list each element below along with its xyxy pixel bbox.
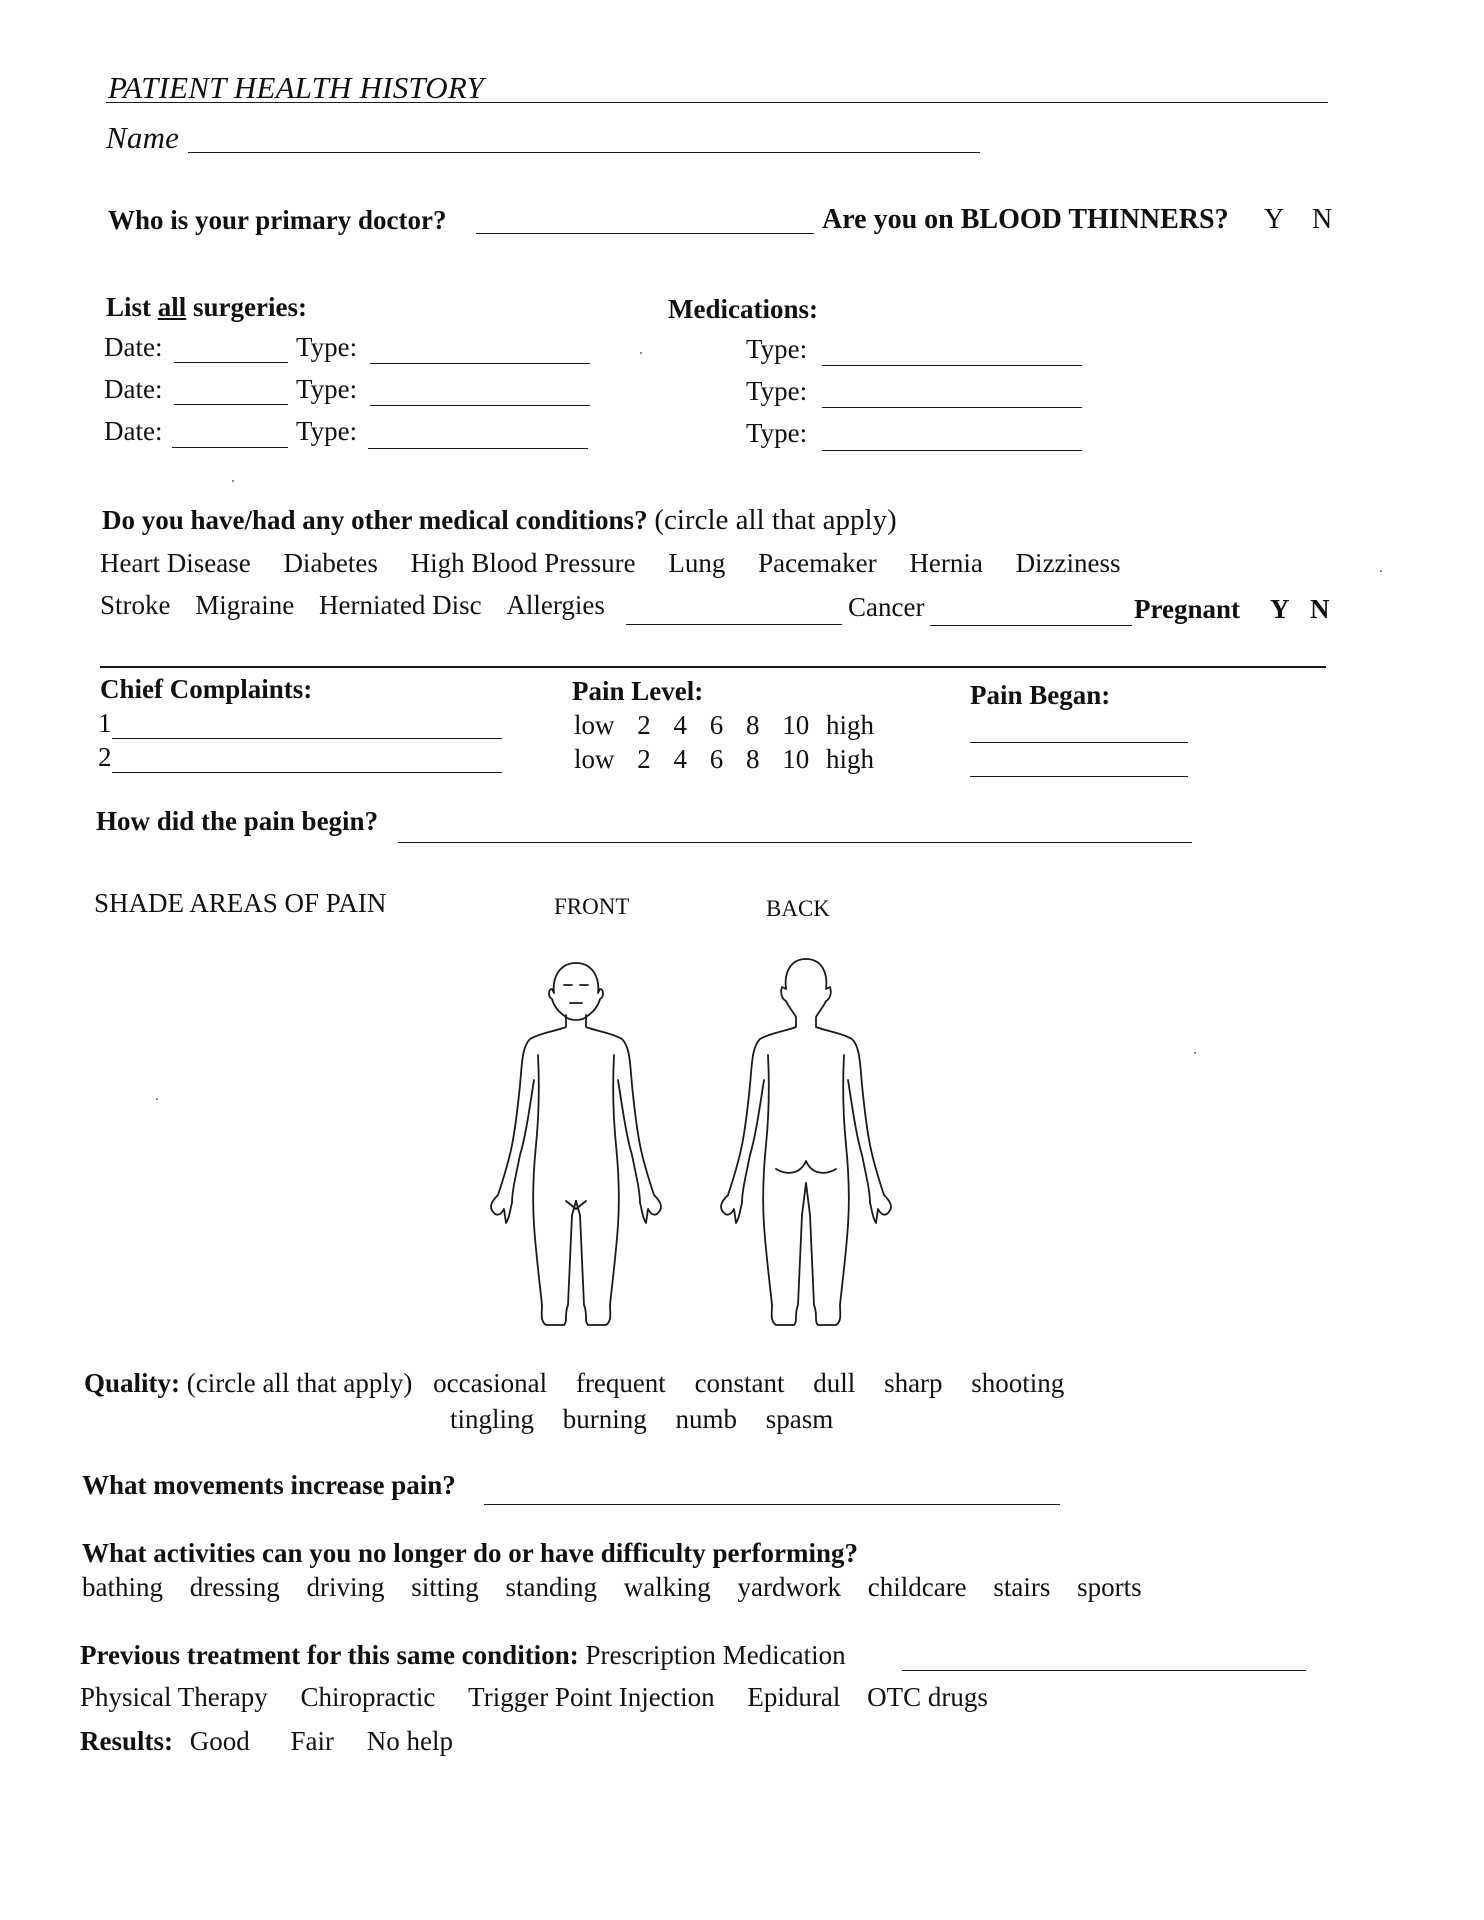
prescription-medication-field[interactable] xyxy=(902,1670,1306,1671)
front-body-outline xyxy=(491,963,661,1325)
pain-scale-option[interactable]: 2 xyxy=(637,710,651,740)
form-title: PATIENT HEALTH HISTORY xyxy=(108,70,484,105)
movements-field[interactable] xyxy=(484,1504,1060,1505)
activity-option[interactable]: childcare xyxy=(867,1572,967,1602)
pain-scale-high[interactable]: high xyxy=(826,744,875,774)
pain-scale-option[interactable]: 2 xyxy=(637,744,651,774)
treatment-option[interactable]: Physical Therapy xyxy=(80,1682,268,1712)
pain-begin-field[interactable] xyxy=(398,842,1192,843)
shade-areas-heading: SHADE AREAS OF PAIN xyxy=(94,888,387,918)
treatment-row xyxy=(80,1640,846,1671)
pain-scale-option[interactable]: 6 xyxy=(709,710,724,740)
blood-thinners-label: Are you on BLOOD THINNERS? xyxy=(822,204,1229,235)
surgery-date-label: Date: xyxy=(104,416,163,446)
quality-option[interactable]: sharp xyxy=(884,1368,943,1398)
condition-option[interactable]: Pacemaker xyxy=(758,548,877,578)
activities-question: What activities can you no longer do or have difficulty performing? xyxy=(82,1538,858,1568)
primary-doctor-label: Who is your primary doctor? xyxy=(108,205,447,235)
conditions-instruction: (circle all that apply) xyxy=(654,504,897,536)
prescription-medication-option[interactable]: Prescription Medication xyxy=(585,1640,846,1670)
surgery-date-field[interactable] xyxy=(172,447,288,448)
pregnant-no[interactable]: N xyxy=(1310,594,1330,624)
treatment-option[interactable]: Chiropractic xyxy=(300,1682,436,1712)
front-label: FRONT xyxy=(554,894,630,919)
pain-scale-row xyxy=(574,710,874,741)
name-field[interactable] xyxy=(188,152,980,153)
quality-option[interactable]: constant xyxy=(694,1368,785,1398)
surgery-date-field[interactable] xyxy=(174,404,288,405)
movements-label: What movements increase pain? xyxy=(82,1470,456,1500)
result-option[interactable]: Good xyxy=(189,1726,250,1756)
medication-type-field[interactable] xyxy=(822,407,1082,408)
condition-option[interactable]: Stroke xyxy=(100,590,171,620)
complaint-field[interactable] xyxy=(112,738,502,739)
pain-scale-row xyxy=(574,744,874,775)
pain-scale-option[interactable]: 10 xyxy=(782,744,810,774)
activity-option[interactable]: dressing xyxy=(189,1572,280,1602)
surgery-type-label: Type: xyxy=(296,374,358,404)
scan-speck xyxy=(1380,570,1382,572)
conditions-row-1 xyxy=(100,548,1121,579)
activity-option[interactable]: sports xyxy=(1077,1572,1142,1602)
condition-option[interactable]: Lung xyxy=(668,548,726,578)
pain-scale-option[interactable]: 8 xyxy=(746,744,760,774)
pain-begin-label: How did the pain begin? xyxy=(96,806,379,836)
medications-heading: Medications: xyxy=(668,294,818,324)
condition-option[interactable]: Herniated Disc xyxy=(318,590,482,620)
surgeries-heading-pre: List xyxy=(106,292,158,322)
front-body-diagram[interactable] xyxy=(490,955,690,1330)
surgery-type-field[interactable] xyxy=(370,363,590,364)
activity-option[interactable]: yardwork xyxy=(737,1572,841,1602)
pain-began-field[interactable] xyxy=(970,776,1188,777)
activity-option[interactable]: sitting xyxy=(411,1572,479,1602)
allergies-option[interactable]: Allergies xyxy=(506,590,605,620)
result-option[interactable]: Fair xyxy=(290,1726,334,1756)
pain-scale-option[interactable]: 8 xyxy=(746,710,760,740)
quality-row-2 xyxy=(450,1404,833,1435)
complaint-number: 1 xyxy=(98,708,112,738)
quality-option[interactable]: tingling xyxy=(450,1404,535,1434)
treatment-option[interactable]: OTC drugs xyxy=(867,1682,988,1712)
surgeries-heading-post: surgeries: xyxy=(186,292,307,322)
quality-option[interactable]: shooting xyxy=(971,1368,1065,1398)
complaint-field[interactable] xyxy=(112,772,502,773)
condition-option[interactable]: Hernia xyxy=(909,548,983,578)
pain-scale-high[interactable]: high xyxy=(826,710,875,740)
activity-option[interactable]: driving xyxy=(306,1572,385,1602)
back-body-diagram[interactable] xyxy=(720,955,920,1330)
scan-speck xyxy=(1194,1052,1196,1054)
conditions-question-text: Do you have/had any other medical conditions? xyxy=(102,505,648,535)
activities-options xyxy=(82,1572,1142,1603)
medication-type-field[interactable] xyxy=(822,365,1082,366)
title-rule xyxy=(106,102,1328,103)
scan-speck xyxy=(640,352,642,354)
pain-scale-low[interactable]: low xyxy=(574,710,615,740)
pain-scale-low[interactable]: low xyxy=(574,744,615,774)
condition-option[interactable]: Diabetes xyxy=(283,548,378,578)
cancer-option[interactable]: Cancer xyxy=(848,592,925,622)
quality-option[interactable]: occasional xyxy=(433,1368,548,1398)
medication-type-label: Type: xyxy=(746,334,808,364)
quality-row-1 xyxy=(84,1368,1064,1399)
primary-doctor-field[interactable] xyxy=(476,233,814,234)
medication-type-label: Type: xyxy=(746,376,808,406)
allergies-field[interactable] xyxy=(626,624,842,625)
conditions-question xyxy=(102,504,897,537)
medication-type-field[interactable] xyxy=(822,450,1082,451)
blood-thinners-yes[interactable]: Y xyxy=(1264,204,1285,235)
surgery-date-label: Date: xyxy=(104,332,163,362)
treatment-option[interactable]: Epidural xyxy=(747,1682,841,1712)
result-option[interactable]: No help xyxy=(366,1726,453,1756)
condition-option[interactable]: Dizziness xyxy=(1015,548,1121,578)
blood-thinners-question xyxy=(822,204,1229,236)
back-label: BACK xyxy=(766,896,830,921)
quality-instruction: (circle all that apply) xyxy=(186,1368,413,1398)
pregnant-label: Pregnant xyxy=(1134,594,1240,624)
surgeries-heading-emph: all xyxy=(157,292,187,322)
pain-scale-option[interactable]: 6 xyxy=(709,744,724,774)
pain-began-heading: Pain Began: xyxy=(970,680,1111,710)
back-body-outline xyxy=(721,959,891,1325)
surgeries-heading xyxy=(106,292,307,323)
activity-option[interactable]: bathing xyxy=(82,1572,163,1602)
treatment-question: Previous treatment for this same condition: xyxy=(80,1640,579,1670)
results-row xyxy=(80,1726,453,1757)
pain-began-field[interactable] xyxy=(970,742,1188,743)
pain-scale-option[interactable]: 4 xyxy=(673,710,687,740)
scan-speck xyxy=(156,1098,158,1100)
surgery-date-field[interactable] xyxy=(174,362,288,363)
quality-option[interactable]: dull xyxy=(813,1368,856,1398)
section-divider xyxy=(100,666,1326,668)
surgery-type-label: Type: xyxy=(296,416,358,446)
results-label: Results: xyxy=(80,1726,173,1756)
name-label: Name xyxy=(106,120,180,155)
quality-label: Quality: xyxy=(84,1368,181,1398)
medication-type-label: Type: xyxy=(746,418,808,448)
treatment-option[interactable]: Trigger Point Injection xyxy=(468,1682,715,1712)
pain-scale-option[interactable]: 10 xyxy=(782,710,810,740)
quality-option[interactable]: spasm xyxy=(765,1404,834,1434)
blood-thinners-no[interactable]: N xyxy=(1312,204,1333,235)
pain-scale-option[interactable]: 4 xyxy=(673,744,687,774)
surgery-type-field[interactable] xyxy=(370,405,590,406)
activity-option[interactable]: stairs xyxy=(993,1572,1051,1602)
treatment-options xyxy=(80,1682,988,1713)
complaint-number: 2 xyxy=(98,742,112,772)
surgery-type-label: Type: xyxy=(296,332,358,362)
quality-option[interactable]: burning xyxy=(562,1404,647,1434)
quality-option[interactable]: frequent xyxy=(575,1368,666,1398)
cancer-field[interactable] xyxy=(930,625,1132,626)
chief-complaints-heading: Chief Complaints: xyxy=(100,674,313,704)
pain-level-heading: Pain Level: xyxy=(572,676,704,706)
quality-option[interactable]: numb xyxy=(675,1404,738,1434)
condition-option[interactable]: High Blood Pressure xyxy=(410,548,636,578)
activity-option[interactable]: standing xyxy=(505,1572,598,1602)
activity-option[interactable]: walking xyxy=(623,1572,711,1602)
pregnant-yes[interactable]: Y xyxy=(1270,594,1290,624)
surgery-type-field[interactable] xyxy=(368,448,588,449)
conditions-row-2 xyxy=(100,590,605,621)
condition-option[interactable]: Heart Disease xyxy=(100,548,251,578)
scan-speck xyxy=(232,480,234,482)
condition-option[interactable]: Migraine xyxy=(195,590,295,620)
surgery-date-label: Date: xyxy=(104,374,163,404)
